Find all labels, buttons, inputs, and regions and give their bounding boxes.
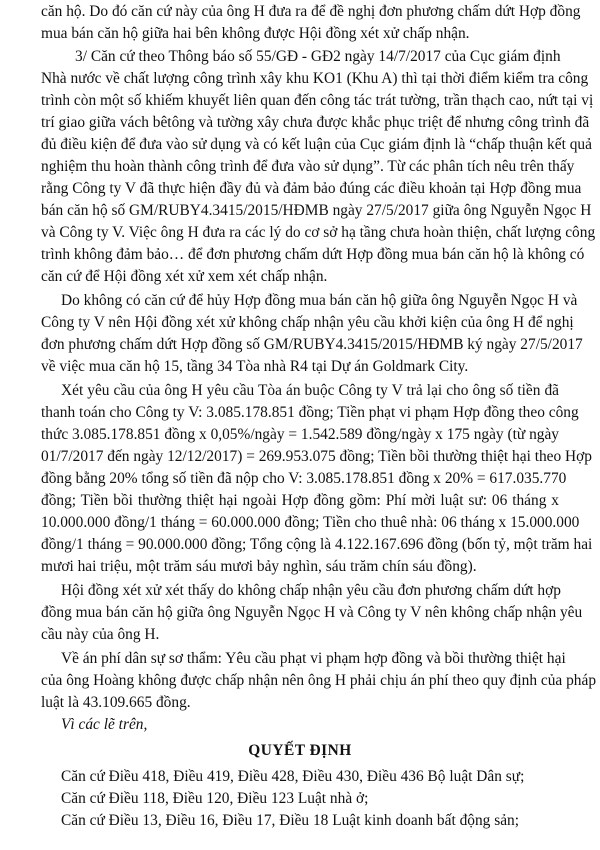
text-line: căn cứ để Hội đồng xét xử xem xét chấp nhận. [41, 268, 328, 285]
text-line: đồng mua bán căn hộ giữa ông Nguyễn Ngọc H và Công ty V nên không chấp nhận yêu [41, 604, 583, 621]
text-line: của ông Hoàng không được chấp nhận nên ông H phải chịu án phí theo quy định của pháp [41, 672, 597, 689]
text-line: về việc mua căn hộ 15, tầng 34 Tòa nhà R4 tại Dự án Goldmark City. [41, 358, 469, 375]
text-line: mươi hai triệu, một trăm sáu mươi bảy nghìn, sáu trăm chín sáu đồng). [41, 558, 477, 575]
text-line: luật là 43.109.665 đồng. [41, 694, 191, 711]
text-line: Do không có căn cứ để hủy Hợp đồng mua bán căn hộ giữa ông Nguyễn Ngọc H và [61, 292, 578, 309]
legal-basis-line: Căn cứ Điều 13, Điều 16, Điều 17, Điều 18 Luật kinh doanh bất động sản; [61, 812, 520, 829]
text-line: đồng bằng 20% tổng số tiền đã nộp cho V: 3.085.178.851 đồng x 20% = 617.035.770 [41, 470, 567, 487]
text-line: 3/ Căn cứ theo Thông báo số 55/GĐ - GĐ2 ngày 14/7/2017 của Cục giám định [75, 48, 561, 65]
closing-phrase: Vì các lẽ trên, [61, 716, 148, 733]
text-line: đơn phương chấm dứt Hợp đồng số GM/RUBY4.3415/2015/HĐMB ký ngày 27/5/2017 [41, 336, 583, 353]
text-line: trí giao giữa vách bêtông và tường xây chưa được khắc phục triệt để nhưng công trình đã [41, 114, 590, 131]
text-line: bán căn hộ số GM/RUBY4.3415/2015/HĐMB ngày 27/5/2017 giữa ông Nguyễn Ngọc H [41, 202, 592, 219]
legal-basis-line: Căn cứ Điều 118, Điều 120, Điều 123 Luật nhà ở; [61, 790, 369, 807]
section-heading: QUYẾT ĐỊNH [248, 742, 352, 759]
text-line: trình không đảm bảo… để đơn phương chấm dứt Hợp đồng mua bán căn hộ là không có [41, 246, 585, 263]
text-line: trình còn một số khiếm khuyết liên quan đến công tác trát tường, trần thạch cao, nứt tại vị [41, 92, 594, 109]
text-line: căn hộ. Do đó căn cứ này của ông H đưa ra để đề nghị đơn phương chấm dứt Hợp đồng [41, 3, 581, 20]
text-line: đồng; Tiền bồi thường thiệt hại ngoài Hợp đồng gồm: Phí mời luật sư: 06 tháng x [41, 492, 559, 509]
text-line: mua bán căn hộ giữa hai bên không được Hội đồng xét xử chấp nhận. [41, 25, 470, 42]
text-line: 01/7/2017 đến ngày 12/12/2017) = 269.953.075 đồng; Tiền bồi thường thiệt hại theo Hợp [41, 448, 593, 465]
legal-basis-line: Căn cứ Điều 418, Điều 419, Điều 428, Điều 430, Điều 436 Bộ luật Dân sự; [61, 768, 525, 785]
text-line: Xét yêu cầu của ông H yêu cầu Tòa án buộc Công ty V trả lại cho ông số tiền đã [61, 382, 559, 399]
text-line: thanh toán cho Công ty V: 3.085.178.851 đồng; Tiền phạt vi phạm Hợp đồng theo công [41, 404, 579, 421]
text-line: Nhà nước về chất lượng công trình xây khu KO1 (Khu A) thì tại thời điểm kiểm tra công [41, 70, 589, 87]
text-line: rằng Công ty V đã thực hiện đầy đủ và đảm bảo đúng các điều khoản tại Hợp đồng mua [41, 180, 582, 197]
text-line: Công ty V nên Hội đồng xét xử không chấp nhận yêu cầu khởi kiện của ông H để nghị [41, 314, 574, 331]
text-line: đồng/1 tháng = 90.000.000 đồng; Tổng cộng là 4.122.167.696 đồng (bốn tỷ, một trăm hai [41, 536, 593, 553]
text-line: Hội đồng xét xử xét thấy do không chấp nhận yêu cầu đơn phương chấm dứt hợp [61, 582, 561, 599]
text-line: và Công ty V. Việc ông H đưa ra các lý do cơ sở hạ tầng chưa hoàn thiện, chất lượng công [41, 224, 596, 241]
text-line: Về án phí dân sự sơ thẩm: Yêu cầu phạt vi phạm hợp đồng và bồi thường thiệt hại [61, 650, 566, 667]
text-line: thức 3.085.178.851 đồng x 0,05%/ngày = 1.542.589 đồng/ngày x 175 ngày (từ ngày [41, 426, 559, 443]
text-line: đủ điều kiện để đưa vào sử dụng và có kết luận của Cục giám định là “chấp thuận kết quả [41, 136, 592, 153]
text-line: cầu này của ông H. [41, 626, 160, 643]
text-line: 10.000.000 đồng/1 tháng = 60.000.000 đồng; Tiền cho thuê nhà: 06 tháng x 15.000.000 [41, 514, 580, 531]
text-line: nghiệm thu hoàn thành công trình để đưa vào sử dụng”. Từ các phân tích nêu trên thấy [41, 158, 575, 175]
